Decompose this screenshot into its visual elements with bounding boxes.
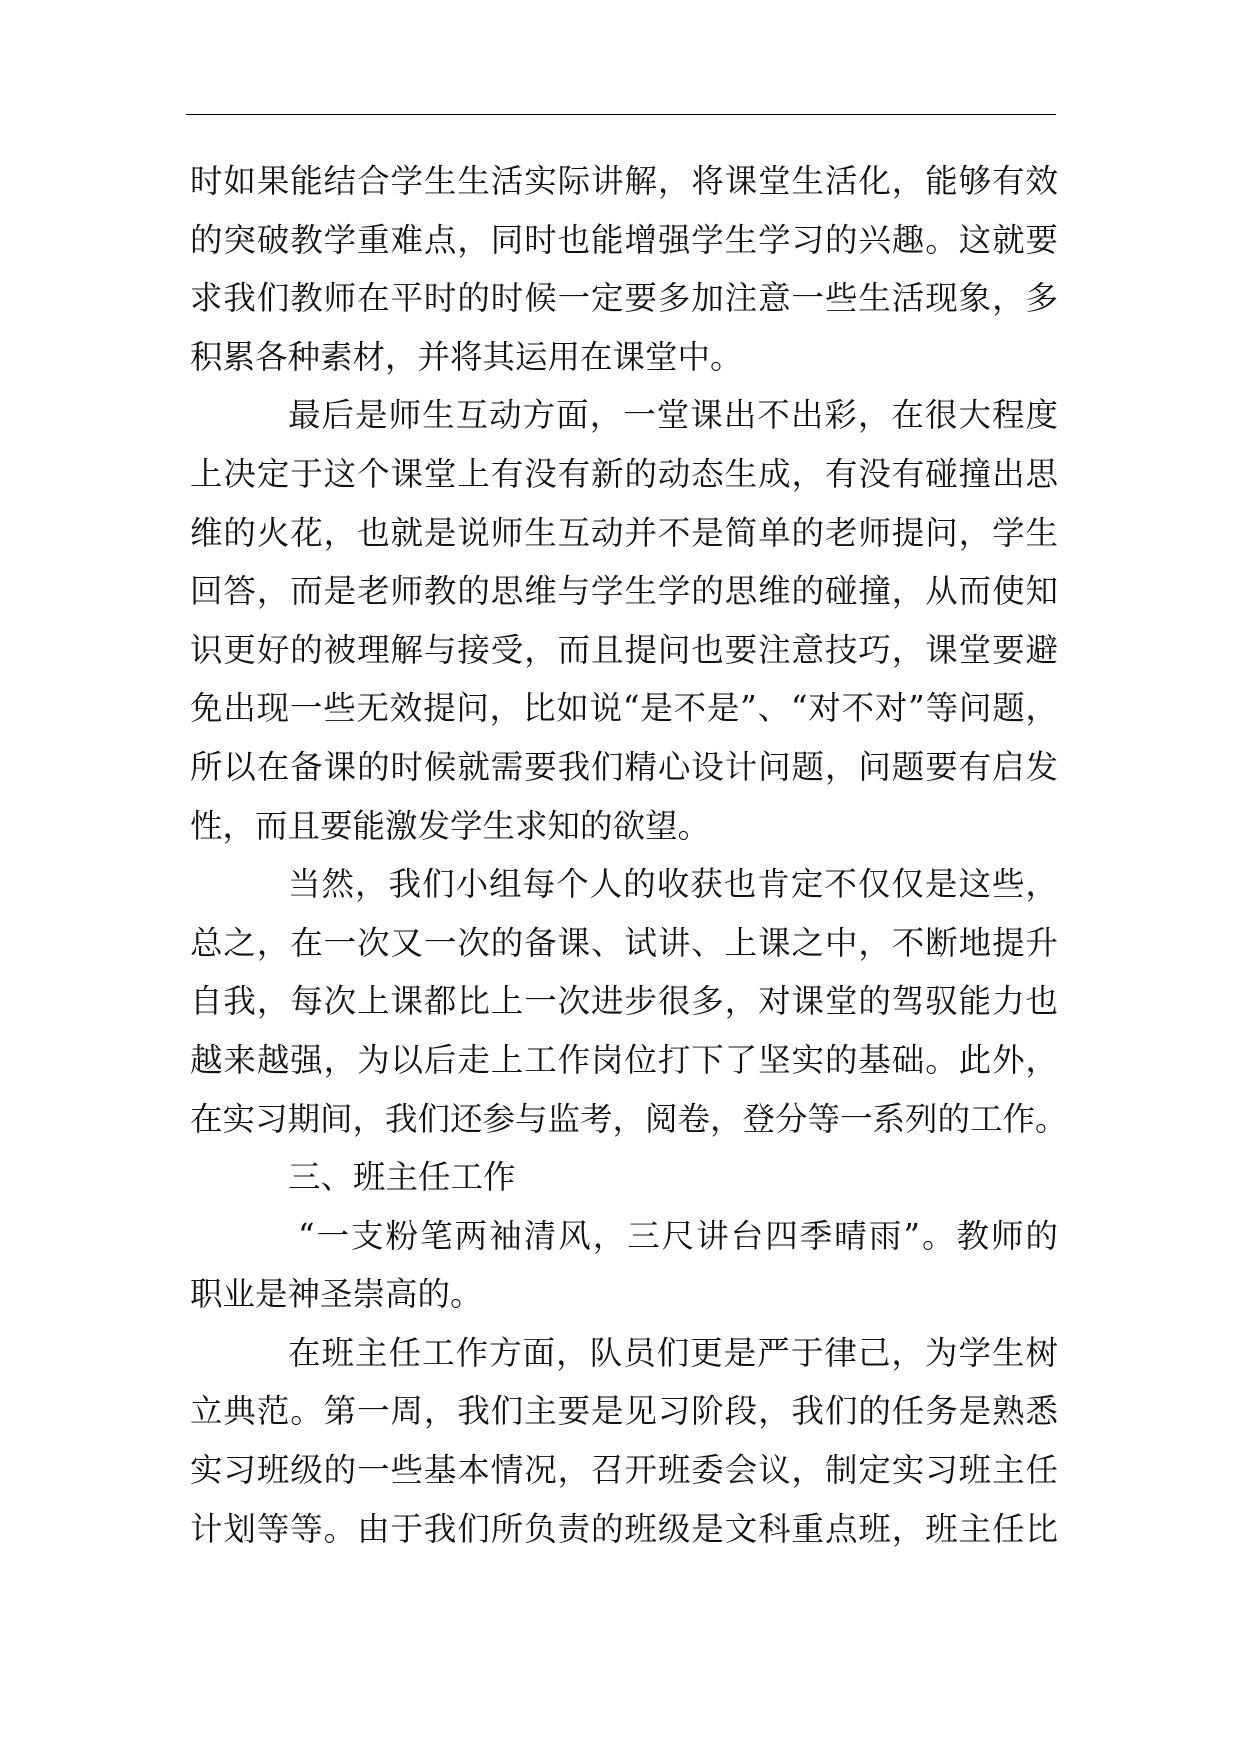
text-line: 识更好的被理解与接受，而且提问也要注意技巧，课堂要避 bbox=[190, 630, 1058, 669]
text-line: 越来越强，为以后走上工作岗位打下了坚实的基础。此外， bbox=[190, 1040, 1058, 1079]
text-line: 计划等等。由于我们所负责的班级是文科重点班，班主任比 bbox=[190, 1509, 1058, 1548]
paragraph-first-line: “一支粉笔两袖清风，三尺讲台四季晴雨”。教师的 bbox=[298, 1216, 1058, 1255]
body-text bbox=[190, 152, 1068, 1558]
paragraph-first-line: 在班主任工作方面，队员们更是严于律己，为学生树 bbox=[288, 1333, 1058, 1372]
text-line: 免出现一些无效提问，比如说“是不是”、“对不对”等问题， bbox=[190, 689, 1058, 728]
text-line: 在实习期间，我们还参与监考，阅卷，登分等一系列的工作。 bbox=[190, 1099, 1068, 1138]
text-line: 所以在备课的时候就需要我们精心设计问题，问题要有启发 bbox=[190, 747, 1058, 786]
text-line: 上决定于这个课堂上有没有新的动态生成，有没有碰撞出思 bbox=[190, 454, 1058, 493]
text-line: 回答，而是老师教的思维与学生学的思维的碰撞，从而使知 bbox=[190, 572, 1058, 611]
text-line: 职业是神圣崇高的。 bbox=[190, 1275, 483, 1314]
text-line: 立典范。第一周，我们主要是见习阶段，我们的任务是熟悉 bbox=[190, 1392, 1058, 1431]
text-line: 自我，每次上课都比上一次进步很多，对课堂的驾驭能力也 bbox=[190, 982, 1058, 1021]
text-line: 维的火花，也就是说师生互动并不是简单的老师提问，学生 bbox=[190, 513, 1058, 552]
paragraph-first-line: 最后是师生互动方面，一堂课出不出彩，在很大程度 bbox=[288, 396, 1058, 435]
paragraph-first-line: 当然，我们小组每个人的收获也肯定不仅仅是这些， bbox=[288, 865, 1058, 904]
text-line: 性，而且要能激发学生求知的欲望。 bbox=[190, 806, 711, 845]
text-line: 实习班级的一些基本情况，召开班委会议，制定实习班主任 bbox=[190, 1451, 1058, 1490]
text-line: 总之，在一次又一次的备课、试讲、上课之中，不断地提升 bbox=[190, 923, 1058, 962]
text-line: 的突破教学重难点，同时也能增强学生学习的兴趣。这就要 bbox=[190, 220, 1058, 259]
text-line: 求我们教师在平时的时候一定要多加注意一些生活现象，多 bbox=[190, 279, 1058, 318]
section-heading: 三、班主任工作 bbox=[288, 1158, 516, 1197]
text-line: 时如果能结合学生生活实际讲解，将课堂生活化，能够有效 bbox=[190, 162, 1058, 200]
text-line: 积累各种素材，并将其运用在课堂中。 bbox=[190, 337, 743, 376]
header-rule bbox=[186, 114, 1056, 115]
